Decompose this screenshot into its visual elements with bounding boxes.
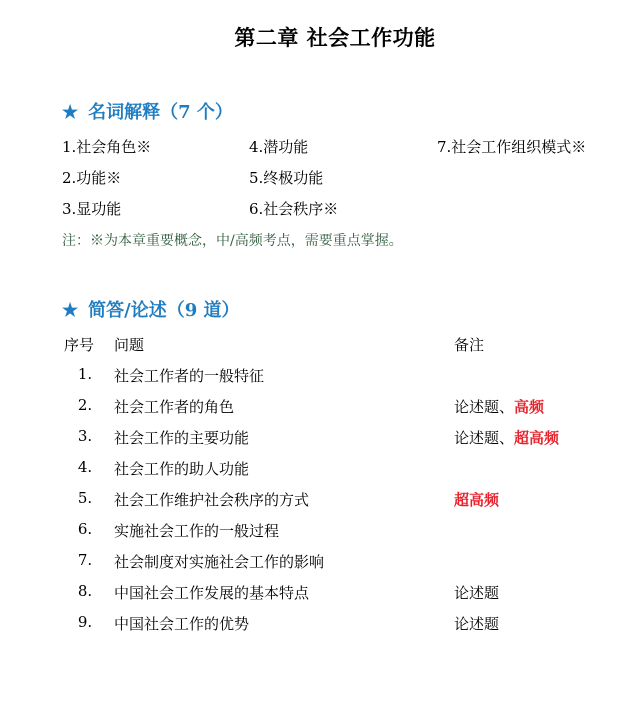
header-remark: 备注 <box>454 336 485 354</box>
table-row <box>62 582 622 613</box>
row-number: 6. <box>77 520 93 538</box>
table-row <box>62 551 622 582</box>
row-remark <box>454 427 559 448</box>
term-item: 4.潜功能 <box>249 138 309 156</box>
row-number: 2. <box>77 396 93 414</box>
remark-highlight: 超高频 <box>514 429 560 447</box>
term-item: 1.社会角色※ <box>62 138 152 156</box>
table-header-row <box>62 334 622 365</box>
row-question: 社会工作维护社会秩序的方式 <box>114 491 310 509</box>
page-title: 第二章 社会工作功能 <box>234 25 436 50</box>
table-row <box>62 520 622 551</box>
questions-table <box>62 334 622 644</box>
table-row <box>62 613 622 644</box>
star-icon: ★ <box>62 102 79 123</box>
remark-highlight: 超高频 <box>454 491 500 509</box>
remark-text: 论述题 <box>454 584 500 602</box>
row-question: 社会制度对实施社会工作的影响 <box>114 553 325 571</box>
row-number: 9. <box>77 613 93 631</box>
header-question: 问题 <box>114 336 145 354</box>
term-item: 5.终极功能 <box>249 169 324 187</box>
star-icon: ★ <box>62 300 79 321</box>
remark-text: 论述题 <box>454 615 500 633</box>
terms-row <box>62 198 622 229</box>
row-remark <box>454 582 499 603</box>
row-question: 社会工作的主要功能 <box>114 429 250 447</box>
term-item: 3.显功能 <box>62 200 122 218</box>
terms-row <box>62 136 622 167</box>
term-item: 2.功能※ <box>62 169 122 187</box>
table-row <box>62 427 622 458</box>
row-question: 实施社会工作的一般过程 <box>114 522 280 540</box>
terms-row <box>62 167 622 198</box>
remark-text: 论述题、 <box>454 398 515 416</box>
row-question: 社会工作者的一般特征 <box>114 367 265 385</box>
remark-highlight: 高频 <box>514 398 545 416</box>
table-row <box>62 458 622 489</box>
row-number: 4. <box>77 458 93 476</box>
remark-text: 论述题、 <box>454 429 515 447</box>
section-heading-terms <box>62 98 233 124</box>
table-row <box>62 365 622 396</box>
terms-note: 注：※为本章重要概念，中/高频考点，需要重点掌握。 <box>62 233 403 249</box>
row-remark <box>454 489 499 510</box>
row-question: 中国社会工作的优势 <box>114 615 250 633</box>
section-heading-questions <box>62 296 240 322</box>
row-number: 7. <box>77 551 93 569</box>
section-heading-questions-label: 简答/论述（9 道） <box>88 300 240 321</box>
row-question: 社会工作者的角色 <box>114 398 235 416</box>
term-item: 6.社会秩序※ <box>249 200 339 218</box>
table-row <box>62 396 622 427</box>
row-number: 5. <box>77 489 93 507</box>
row-remark <box>454 396 544 417</box>
row-remark <box>454 613 499 634</box>
row-number: 8. <box>77 582 93 600</box>
table-row <box>62 489 622 520</box>
term-item: 7.社会工作组织模式※ <box>437 138 587 156</box>
row-question: 中国社会工作发展的基本特点 <box>114 584 310 602</box>
section-heading-terms-label: 名词解释（7 个） <box>88 102 233 123</box>
row-question: 社会工作的助人功能 <box>114 460 250 478</box>
row-number: 3. <box>77 427 93 445</box>
header-no: 序号 <box>64 336 95 354</box>
row-number: 1. <box>77 365 93 383</box>
terms-grid <box>62 136 622 229</box>
